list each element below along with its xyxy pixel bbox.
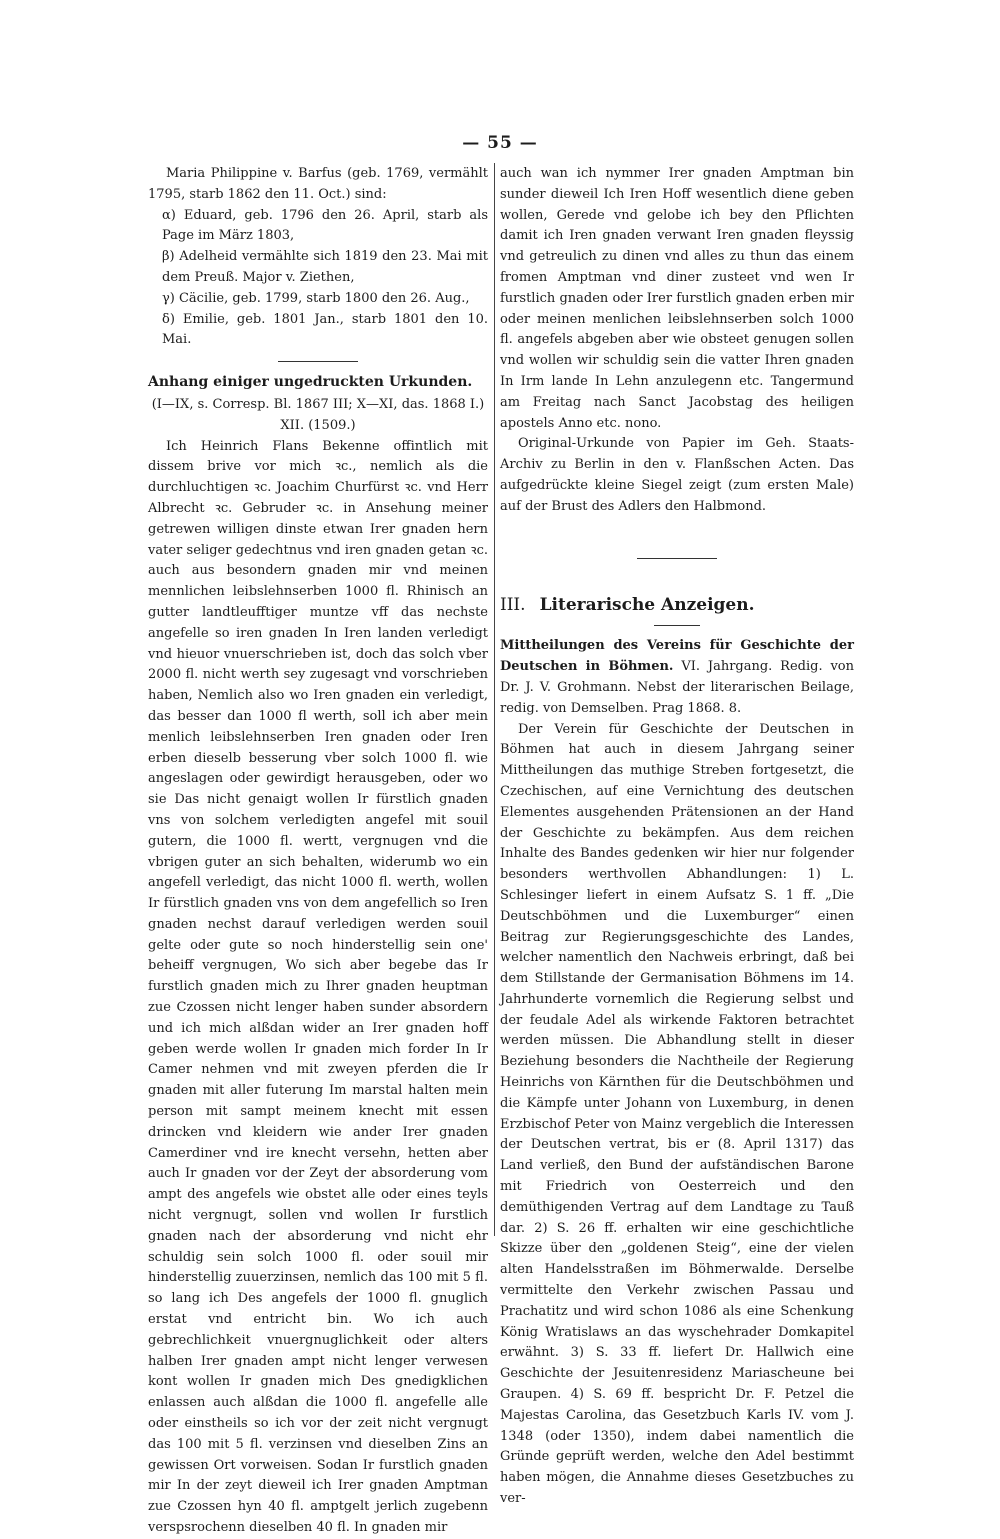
page-number: — 55 —: [462, 133, 538, 153]
section-title: Literarische Anzeigen.: [539, 594, 755, 615]
document-text-continued: auch wan ich nymmer Irer gnaden Amptman bin sunder dieweil Ich Iren Hoff wesentlich diene geben wollen, Gerede vnd gelobe ich bey den Pflichten damit ich Iren gnaden verwant Iren gnaden fleyssig vnd getreulich zu dinen vnd alles zu thun das einem fromen Amptman vnd diner zusteet vnd wen Ir furstlich gnaden oder Irer furstlich gnaden erben mir oder meinen menlichen leibslehnserben solch 1000 fl. angefels abgeben aber wie obsteet genugen sollen vnd wollen wir schuldig sein die vatter Ihren gnaden In Irm lande In Lehn anzulegenn etc. Tangermund am Freitag nach Sanct Jacobstag des heiligen apostels Anno etc. nono.: [500, 166, 854, 431]
family-entry: Maria Philippine v. Barfus (geb. 1769, vermählt 1795, starb 1862 den 11. Oct.) sind:: [148, 166, 488, 202]
source-note: Original-Urkunde von Papier im Geh. Staats-Archiv zu Berlin in den v. Flanßschen Acten. Das aufgedrückte kleine Siegel zeigt (zum ersten Male) auf der Brust des Adlers den Halbmond.: [500, 436, 854, 514]
appendix-heading: Anhang einiger ungedruckten Urkunden.: [148, 374, 473, 391]
review-entry: [500, 636, 854, 719]
section-divider: [637, 558, 717, 559]
column-divider: [494, 163, 495, 1236]
review-meta: VI. Jahrgang. Redig. von Dr. J. V. Grohmann. Nebst der literarischen Beilage, redig. von Demselben. Prag 1868. 8.: [500, 659, 854, 716]
section-divider: [278, 361, 358, 362]
review-text: Der Verein für Geschichte der Deutschen in Böhmen hat auch in diesem Jahrgang seiner Mittheilungen das muthige Streben fortgesetzt, die Czechischen, auf eine Vernichtung des deutschen Elementes ausgehenden Prätensionen an der Hand der Geschichte zu bekämpfen. Aus dem reichen Inhalte des Bandes gedenken wir hier nur folgender besonders werthvollen Abhandlungen: 1) L. Schlesinger liefert in einem Aufsatz S. 1 ff. „Die Deutschböhmen und die Luxemburger“ einen Beitrag zur Regierungsgeschichte des Landes, welcher namentlich den Nachweis erbringt, daß bei dem Stillstande der Germanisation Böhmens im 14. Jahrhunderte vornemlich die Regierung selbst und der feudale Adel als wirkende Faktoren betrachtet werden müssen. Die Abhandlung stellt in dieser Beziehung besonders die Nachtheile der Regierung Heinrichs von Kärnthen für die Deutschböhmen und die Kämpfe unter Johann von Luxemburg, in denen Erzbischof Peter von Mainz vergeblich die Interessen der Deutschen vertrat, bis er (8. April 1317) das Land verließ, den Bund der aufständischen Barone mit Friedrich von Oesterreich und den demüthigenden Vertrag auf dem Landtage zu Tauß dar. 2) S. 26 ff. erhalten wir eine geschichtliche Skizze über den „goldenen Steig“, eine der vielen alten Handelsstraßen im Böhmerwalde. Derselbe vermittelte den Verkehr zwischen Passau und Prachatitz und wird schon 1086 als eine Schenkung König Wratislaws an das wyschehrader Domkapitel erwähnt. 3) S. 33 ff. liefert Dr. Hallwich eine Geschichte der Jesuitenresidenz Mariascheune bei Graupen. 4) S. 69 ff. bespricht Dr. F. Petzel die Majestas Carolina, das Gesetzbuch Karls IV. vom J. 1348 (oder 1350), indem dabei namentlich die Gründe geprüft werden, welche den Adel bestimmt haben mögen, die Annahme dieses Gesetzbuches zu ver-: [500, 721, 854, 1507]
family-entry: β) Adelheid vermählte sich 1819 den 23. Mai mit dem Preuß. Major v. Ziethen,: [162, 249, 488, 285]
left-column: [148, 164, 488, 1539]
review-title: Mittheilungen des Vereins für Geschichte der Deutschen in Böhmen.: [500, 638, 854, 675]
family-entry: γ) Cäcilie, geb. 1799, starb 1800 den 26. Aug.,: [162, 290, 470, 306]
section-heading: [500, 595, 854, 616]
section-number: III.: [500, 594, 526, 615]
heading-divider: [654, 625, 700, 626]
appendix-reference: (I—IX, s. Corresp. Bl. 1867 III; X—XI, das. 1868 I.): [151, 396, 485, 412]
family-entry: δ) Emilie, geb. 1801 Jan., starb 1801 den 10. Mai.: [162, 311, 488, 348]
document-text: Ich Heinrich Flans Bekenne offintlich mit dissem brive vor mich ꝛc., nemlich als die durchluchtigen ꝛc. Joachim Churfürst ꝛc. vnd Herr Albrecht ꝛc. Gebruder ꝛc. in Ansehung meiner getrewen willigen dinste etwan Irer gnaden hern vater seliger gedechtnus vnd iren gnaden getan ꝛc. auch aus besondern gnaden mir vnd meinen mennlichen leibslehnserben 1000 fl. Rhinisch an gutter landtleufftiger muntze vff das nechste angefelle so iren gnaden In Iren landen verledigt vnd hieuor vnuerschrieben ist, doch das solch vber 2000 fl. nicht werth sey zugesagt vnd vorschrieben haben, Nemlich also wo Iren gnaden ein verledigt, das besser dan 1000 fl werth, soll ich aber mein menlich leibslehnserben Iren gnaden oder Iren erben dieselb besserung vber solch 1000 fl. wie angeslagen oder gewirdigt herausgeben, oder wo sie Das nicht genaigt wollen Ir fürstlich gnaden vns von solchem verledigten angefel mit souil gutern, die 1000 fl. wertt, vergnugen vnd die vbrigen guter an sich behalten, widerumb wo ein angefell verledigt, das nicht 1000 fl. werth, wollen Ir fürstlich gnaden vns von dem angefellich so Iren gnaden nechst darauf verledigen werden souil gelte oder gute so noch hinderstellig sein one' beheiff vergnugen, Wo sich aber begebe das Ir furstlich gnaden mich zu Ihrer gnaden heuptman zue Czossen nicht lenger haben sunder absordern und ich mich alßdan wider an Irer gnaden hoff geben werde wollen Ir gnaden mich forder In Ir Camer nehmen vnd mit zweyen pferden die Ir gnaden mit aller futerung Im marstal halten mein person mit sampt meinem knecht mit essen drincken vnd kleidern wie ander Irer gnaden Camerdiner vnd ire knecht versehn, hetten aber auch Ir gnaden vor der Zeyt der absorderung vom ampt des angefels wie obstet alle oder eines teyls nicht vergnugt, sollen vnd wollen Ir furstlich gnaden nach der absorderung vnd nicht ehr schuldig sein solch 1000 fl. oder souil mir hinderstellig zuuerzinsen, nemlich das 100 mit 5 fl. so lang ich Des angefels der 1000 fl. gnuglich erstat vnd entricht bin. Wo ich auch gebrechlichkeit vnuergnuglichkeit oder alters halben Irer gnaden ampt nicht lenger verwesen kont wollen Ir gnaden mich Des gnedigklichen enlassen auch alßdan die 1000 fl. angefelle alle oder einstheils so ich vor der zeit nicht vergnugt das 100 mit 5 fl. verzinsen vnd dieselben Zins an gewissen Ort vorweisen. Sodan Ir furstlich gnaden mir In der zeyt dieweil ich Irer gnaden Amptman zue Czossen hyn 40 fl. amptgelt jerlich zugebenn verspsrochenn dieselben 40 fl. In gnaden mir: [148, 438, 488, 1535]
family-entry: α) Eduard, geb. 1796 den 26. April, starb als Page im März 1803,: [162, 207, 488, 244]
document-heading: XII. (1509.): [280, 417, 356, 433]
right-column: [500, 164, 854, 1510]
